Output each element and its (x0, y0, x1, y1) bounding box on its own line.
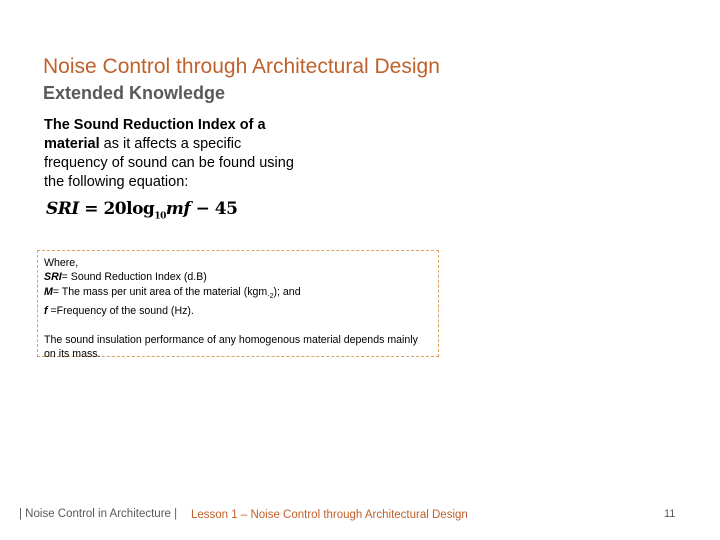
equation-minus: − (190, 199, 215, 219)
m-description: = The mass per unit area of the material (kgm (52, 285, 268, 298)
equation-equals: = (78, 199, 104, 219)
sri-equation (46, 199, 237, 221)
definition-m (44, 285, 432, 305)
equation-log-base: 10 (154, 211, 166, 222)
f-description: =Frequency of the sound (Hz). (47, 305, 194, 318)
equation-args: mf (165, 199, 191, 219)
definition-f (44, 304, 432, 318)
f-term: f (44, 305, 48, 318)
where-label: Where, (44, 257, 79, 269)
slide-title: Noise Control through Architectural Design (43, 55, 440, 78)
sri-description: = Sound Reduction Index (d.B) (61, 271, 207, 284)
sri-term: SRI (44, 271, 62, 284)
m-description-end: ); and (273, 285, 301, 298)
intro-text: as it affects a specific frequency of sound can be found using the following equation: (44, 136, 294, 190)
mass-note: The sound insulation performance of any homogenous material depends mainly on its mass. (44, 333, 418, 361)
spacer (44, 319, 432, 333)
equation-constant: 45 (214, 199, 238, 219)
intro-bold-text: The Sound Reduction Index of a material (44, 117, 266, 152)
m-exponent: -2 (267, 292, 274, 300)
equation-lhs: SRI (46, 199, 79, 219)
footer-lesson-label: Lesson 1 – Noise Control through Architectural Design (191, 509, 468, 521)
definitions-box (37, 250, 439, 361)
footer-course-label: | Noise Control in Architecture | (19, 508, 178, 520)
m-term: M (44, 285, 53, 298)
equation-log: log (126, 199, 155, 219)
equation-coefficient: 20 (103, 199, 127, 219)
intro-paragraph (44, 116, 304, 192)
slide-subtitle: Extended Knowledge (43, 83, 226, 103)
definition-sri (44, 270, 432, 284)
page-number: 11 (664, 508, 676, 520)
